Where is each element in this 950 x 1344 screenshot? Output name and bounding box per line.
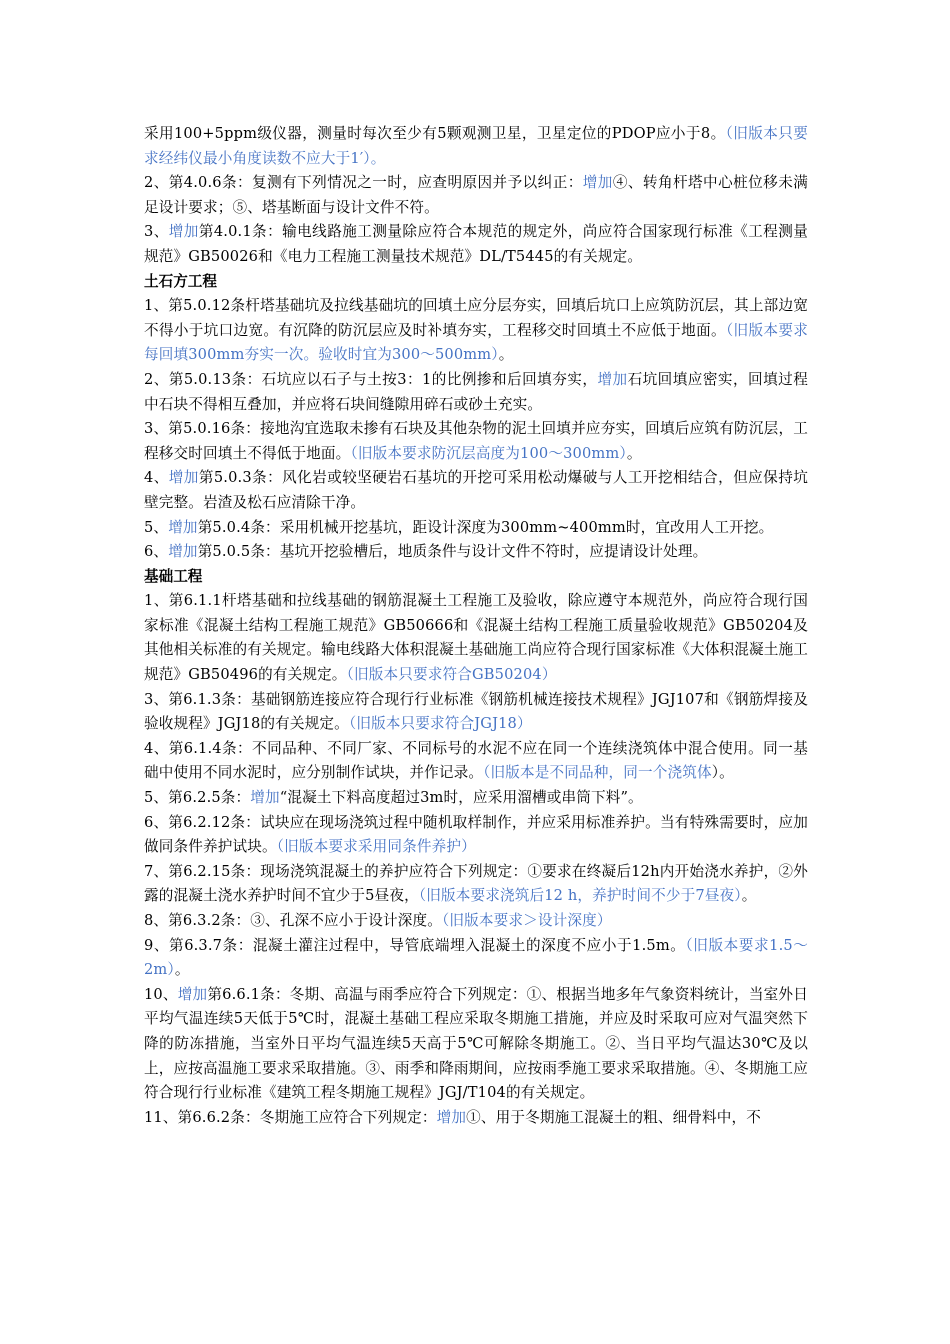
annotation-text: （旧版本是不同品种，同一个浇筑体 [483, 764, 712, 782]
annotation-text: （旧版本只要求符合JGJ18） [348, 715, 532, 733]
body-text: 4、 [144, 469, 169, 487]
body-text: 1、第6.1.1杆塔基础和拉线基础的钢筋混凝土工程施工及验收，除应遵守本规范外，尚应符合现行国家标准《混凝土结构工程施工规范》GB50666和《混凝土结构工程施工质量验收规范》GB50204及其他相关标准的有关规定。输电线路大体积混凝土基础施工尚应符合现行国家标准《大体积混凝土施工规范》GB50496的有关规定。 [144, 592, 808, 684]
body-text: 。 [498, 346, 514, 364]
paragraph [144, 909, 808, 934]
body-text: 9、第6.3.7条：混凝土灌注过程中，导管底端埋入混凝土的深度不应小于1.5m。 [144, 936, 686, 954]
body-text: 10、 [144, 985, 178, 1003]
annotation-text: （旧版本要求防沉层高度为100～300mm） [350, 444, 627, 462]
annotation-text: 增加 [168, 518, 198, 536]
body-text: 采用100+5ppm级仪器，测量时每次至少有5颗观测卫星，卫星定位的PDOP应小于8。 [144, 125, 726, 142]
annotation-text: 增加 [250, 789, 280, 807]
paragraph [144, 589, 808, 687]
body-text: 5、第6.2.5条： [144, 789, 251, 807]
body-text: 6、 [144, 543, 169, 561]
annotation-text: （旧版本要求每回填300mm夯实一次。验收时宜为300～500mm） [144, 321, 808, 364]
body-text: 第5.0.3条：风化岩或较坚硬岩石基坑的开挖可采用松动爆破与人工开挖相结合，但应保持坑壁完整。岩渣及松石应清除干净。 [144, 469, 808, 511]
body-text: 1、第5.0.12条杆塔基础坑及拉线基础坑的回填土应分层夯实，回填后坑口上应筑防沉层，其上部边宽不得小于坑口边宽。有沉降的防沉层应及时补填夯实，工程移交时回填土不应低于地面。 [144, 297, 808, 339]
body-text: 5、 [144, 518, 169, 536]
body-text: 。 [174, 961, 190, 979]
paragraph [144, 688, 808, 737]
body-text: 第5.0.5条：基坑开挖验槽后，地质条件与设计文件不符时，应提请设计处理。 [197, 543, 708, 561]
paragraph [144, 786, 808, 811]
annotation-text: 增加 [177, 985, 208, 1003]
body-text: 2、第5.0.13条：石坑应以石子与土按3：1的比例掺和后回填夯实， [144, 370, 598, 388]
annotation-text: 增加 [582, 174, 613, 192]
paragraph [144, 122, 808, 171]
section-heading [144, 270, 808, 295]
section-heading [144, 565, 808, 590]
paragraph [144, 737, 808, 786]
body-text: 7、第6.2.15条：现场浇筑混凝土的养护应符合下列规定：①要求在终凝后12h内开始浇水养护，②外露的混凝土浇水养护时间不宜少于5昼夜， [144, 862, 808, 905]
annotation-text: 增加 [168, 543, 198, 561]
annotation-text: （旧版本要求浇筑后12 h，养护时间不少于7昼夜） [418, 887, 742, 905]
body-text: 3、第5.0.16条：接地沟宜选取未掺有石块及其他杂物的泥土回填并应夯实，回填后应筑有防沉层，工程移交时回填土不得低于地面。 [144, 420, 808, 462]
paragraph [144, 417, 808, 466]
body-text: 第6.6.1条：冬期、高温与雨季应符合下列规定：①、根据当地多年气象资料统计，当室外日平均气温连续5天低于5℃时，混凝土基础工程应采取冬期施工措施，并应及时采取可应对气温突然下降的防冻措施，当室外日平均气温连续5天高于5℃可解除冬期施工。②、当日平均气温达30℃及以上，应按高温施工要求采取措施。③、雨季和降雨期间，应按雨季施工要求采取措施。④、冬期施工应符合现行行业标准《建筑工程冬期施工规程》JGJ/T104的有关规定。 [144, 985, 808, 1102]
body-text: 第4.0.1条：输电线路施工测量除应符合本规范的规定外，尚应符合国家现行标准《工程测量规范》GB50026和《电力工程施工测量技术规范》DL/T5445的有关规定。 [144, 223, 808, 265]
paragraph [144, 171, 808, 220]
body-text: 3、 [144, 223, 169, 241]
annotation-text: 增加 [597, 370, 628, 388]
annotation-text: （旧版本只要求经纬仪最小角度读数不应大于1′）。 [144, 125, 808, 167]
body-text: “混凝土下料高度超过3m时，应采用溜槽或串筒下料”。 [279, 789, 643, 807]
annotation-text: （旧版本只要求符合GB50204） [346, 666, 557, 684]
paragraph [144, 934, 808, 983]
body-text: ①、用于冬期施工混凝土的粗、细骨料中，不 [466, 1108, 762, 1126]
body-text: 8、第6.3.2条：③、孔深不应小于设计深度。 [144, 912, 442, 929]
annotation-text: （旧版本要求＞设计深度） [441, 912, 612, 929]
paragraph [144, 811, 808, 860]
body-text: 。 [741, 887, 757, 905]
annotation-text: 增加 [168, 469, 199, 487]
body-text: ④、转角杆塔中心桩位移未满足设计要求；⑤、塔基断面与设计文件不符。 [144, 174, 808, 216]
annotation-text: （旧版本要求采用同条件养护） [276, 838, 476, 856]
body-text: 2、第4.0.6条：复测有下列情况之一时，应查明原因并予以纠正： [144, 174, 583, 192]
body-text: 11、第6.6.2条：冬期施工应符合下列规定： [144, 1108, 437, 1126]
body-text: 石坑回填应密实，回填过程中石块不得相互叠加，并应将石块间缝隙用碎石或砂土充实。 [144, 370, 808, 413]
paragraph [144, 516, 808, 541]
paragraph [144, 220, 808, 269]
annotation-text: 增加 [168, 223, 199, 241]
paragraph [144, 1106, 808, 1131]
body-text: 。 [626, 444, 642, 462]
body-text: 4、第6.1.4条：不同品种、不同厂家、不同标号的水泥不应在同一个连续浇筑体中混合使用。同一基础中使用不同水泥时，应分别制作试块，并作记录。 [144, 739, 808, 782]
paragraph [144, 368, 808, 417]
body-text: ）。 [711, 764, 734, 782]
body-text: 6、第6.2.12条：试块应在现场浇筑过程中随机取样制作，并应采用标准养护。当有特殊需要时，应加做同条件养护试块。 [144, 813, 808, 856]
body-text: 土石方工程 [144, 272, 217, 290]
paragraph [144, 540, 808, 565]
paragraph [144, 466, 808, 515]
paragraph [144, 294, 808, 368]
document-body [144, 122, 808, 1130]
paragraph [144, 860, 808, 909]
paragraph [144, 983, 808, 1106]
body-text: 第5.0.4条：采用机械开挖基坑，距设计深度为300mm~400mm时，宜改用人工开挖。 [197, 518, 774, 536]
body-text: 3、第6.1.3条：基础钢筋连接应符合现行行业标准《钢筋机械连接技术规程》JGJ107和《钢筋焊接及验收规程》JGJ18的有关规定。 [144, 690, 808, 733]
body-text: 基础工程 [144, 567, 203, 585]
annotation-text: （旧版本要求1.5～2m） [144, 936, 808, 979]
annotation-text: 增加 [436, 1108, 467, 1126]
